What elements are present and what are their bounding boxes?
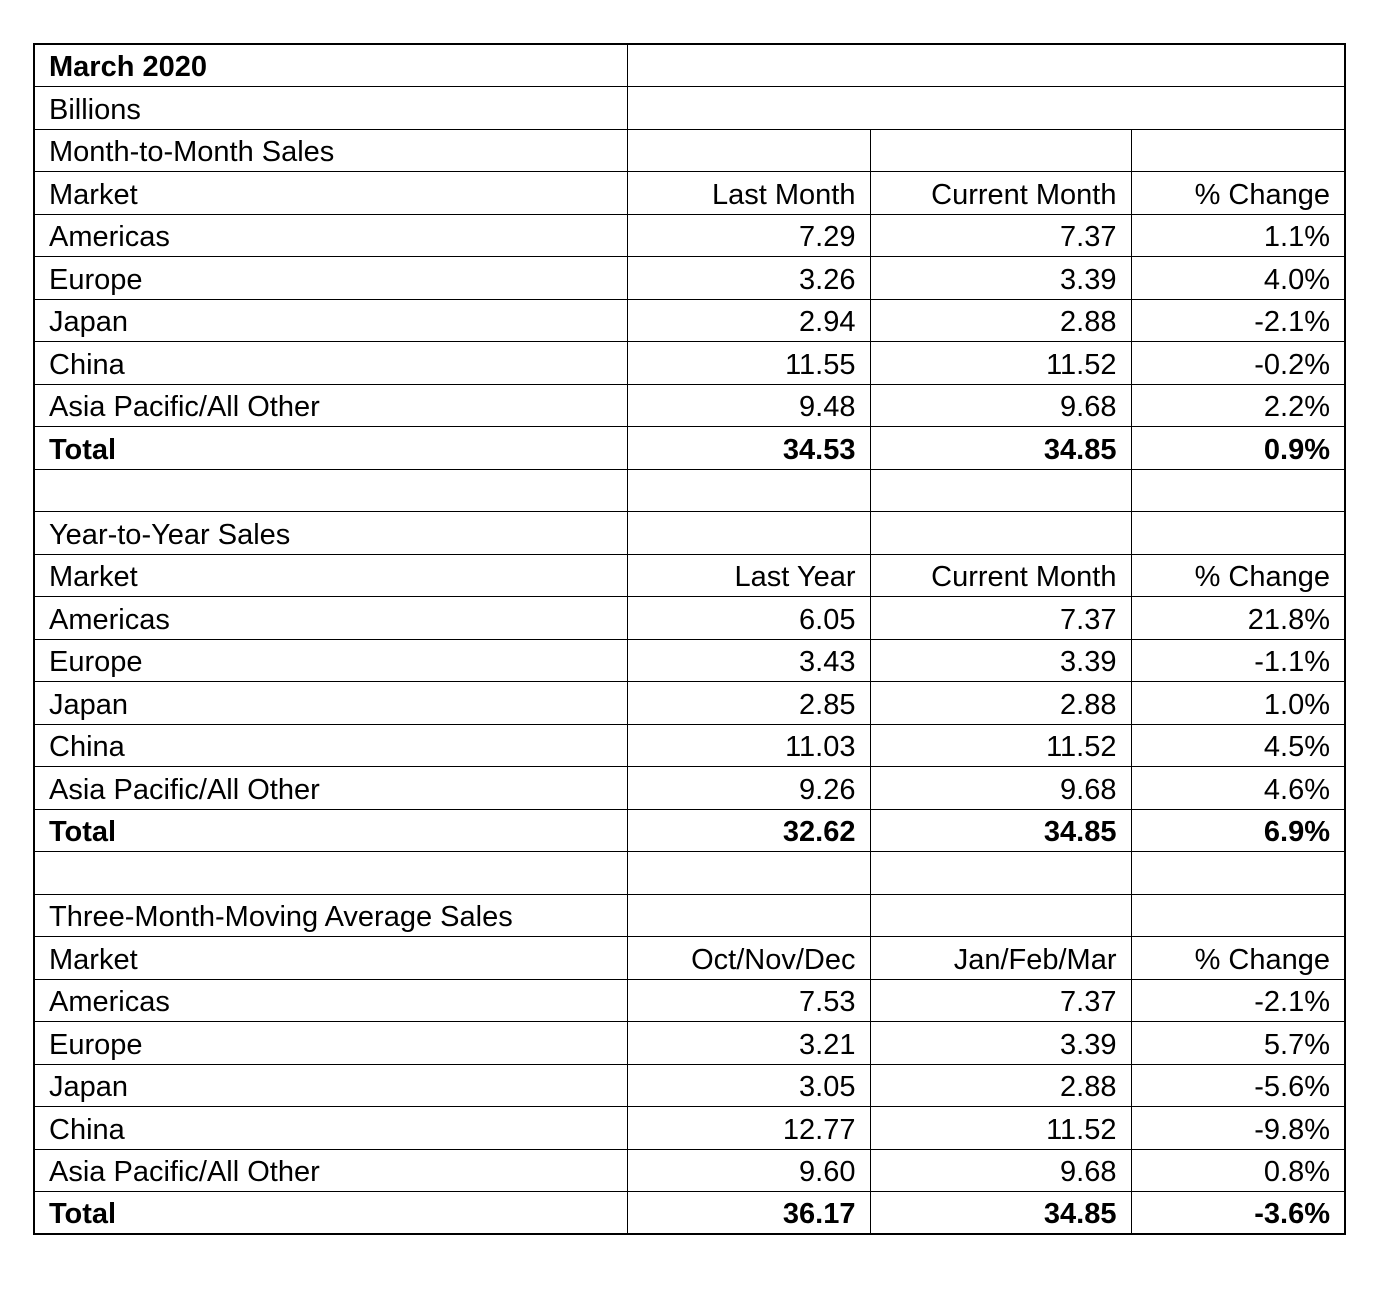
market-cell: Japan — [34, 1064, 627, 1107]
column-header: Last Year — [627, 554, 870, 597]
table-row — [34, 1149, 1345, 1192]
table-row — [34, 342, 1345, 385]
month-to-month-title-row — [34, 129, 1345, 172]
market-cell: Americas — [34, 214, 627, 257]
value-cell: 9.48 — [627, 384, 870, 427]
value-cell: 2.85 — [627, 682, 870, 725]
empty-cell — [627, 512, 870, 555]
section-title: Month-to-Month Sales — [34, 129, 627, 172]
table-row — [34, 767, 1345, 810]
empty-cell — [870, 129, 1131, 172]
total-row — [34, 427, 1345, 470]
empty-cell — [627, 469, 870, 512]
title-row — [34, 44, 1345, 87]
value-cell: 9.26 — [627, 767, 870, 810]
value-cell: -2.1% — [1131, 979, 1345, 1022]
column-header: Market — [34, 937, 627, 980]
total-value: -3.6% — [1131, 1192, 1345, 1235]
empty-cell — [870, 512, 1131, 555]
market-cell: Japan — [34, 682, 627, 725]
empty-cell — [627, 44, 1345, 87]
empty-cell — [870, 469, 1131, 512]
value-cell: 7.37 — [870, 979, 1131, 1022]
market-cell: China — [34, 342, 627, 385]
value-cell: 9.68 — [870, 767, 1131, 810]
table-row — [34, 979, 1345, 1022]
empty-cell — [1131, 852, 1345, 895]
empty-cell — [1131, 469, 1345, 512]
empty-cell — [1131, 894, 1345, 937]
value-cell: 4.6% — [1131, 767, 1345, 810]
value-cell: 21.8% — [1131, 597, 1345, 640]
table-row — [34, 1064, 1345, 1107]
empty-cell — [1131, 512, 1345, 555]
market-cell: Europe — [34, 1022, 627, 1065]
table-row — [34, 257, 1345, 300]
value-cell: 3.05 — [627, 1064, 870, 1107]
value-cell: 12.77 — [627, 1107, 870, 1150]
table-row — [34, 724, 1345, 767]
market-cell: China — [34, 1107, 627, 1150]
total-row — [34, 809, 1345, 852]
market-cell: Asia Pacific/All Other — [34, 767, 627, 810]
total-value: 34.85 — [870, 427, 1131, 470]
empty-cell — [870, 852, 1131, 895]
value-cell: -5.6% — [1131, 1064, 1345, 1107]
units-label: Billions — [34, 87, 627, 130]
column-header: Current Month — [870, 554, 1131, 597]
market-cell: Americas — [34, 979, 627, 1022]
market-cell: Europe — [34, 639, 627, 682]
empty-cell — [627, 87, 1345, 130]
spacer-row — [34, 469, 1345, 512]
value-cell: 0.8% — [1131, 1149, 1345, 1192]
value-cell: 11.52 — [870, 724, 1131, 767]
value-cell: 1.1% — [1131, 214, 1345, 257]
empty-cell — [627, 129, 870, 172]
units-row — [34, 87, 1345, 130]
value-cell: 1.0% — [1131, 682, 1345, 725]
empty-cell — [627, 852, 870, 895]
column-header: % Change — [1131, 172, 1345, 215]
value-cell: -2.1% — [1131, 299, 1345, 342]
sales-table — [33, 43, 1346, 1235]
market-cell: Asia Pacific/All Other — [34, 384, 627, 427]
empty-cell — [870, 894, 1131, 937]
value-cell: 7.37 — [870, 597, 1131, 640]
market-cell: Asia Pacific/All Other — [34, 1149, 627, 1192]
empty-cell — [34, 469, 627, 512]
value-cell: -0.2% — [1131, 342, 1345, 385]
total-value: 34.85 — [870, 1192, 1131, 1235]
value-cell: 7.37 — [870, 214, 1131, 257]
three-month-average-header-row — [34, 937, 1345, 980]
value-cell: 6.05 — [627, 597, 870, 640]
market-cell: Americas — [34, 597, 627, 640]
total-value: 6.9% — [1131, 809, 1345, 852]
empty-cell — [34, 852, 627, 895]
value-cell: 3.21 — [627, 1022, 870, 1065]
section-title: Year-to-Year Sales — [34, 512, 627, 555]
value-cell: -9.8% — [1131, 1107, 1345, 1150]
year-to-year-header-row — [34, 554, 1345, 597]
value-cell: 2.88 — [870, 299, 1131, 342]
column-header: % Change — [1131, 937, 1345, 980]
column-header: Last Month — [627, 172, 870, 215]
total-label: Total — [34, 809, 627, 852]
table-row — [34, 597, 1345, 640]
table-row — [34, 214, 1345, 257]
total-label: Total — [34, 427, 627, 470]
table-row — [34, 1107, 1345, 1150]
column-header: Current Month — [870, 172, 1131, 215]
column-header: % Change — [1131, 554, 1345, 597]
value-cell: 3.39 — [870, 1022, 1131, 1065]
value-cell: 5.7% — [1131, 1022, 1345, 1065]
total-value: 0.9% — [1131, 427, 1345, 470]
value-cell: 11.52 — [870, 1107, 1131, 1150]
table-row — [34, 639, 1345, 682]
column-header: Market — [34, 172, 627, 215]
value-cell: 3.26 — [627, 257, 870, 300]
value-cell: 3.39 — [870, 639, 1131, 682]
market-cell: China — [34, 724, 627, 767]
value-cell: 2.88 — [870, 682, 1131, 725]
total-value: 32.62 — [627, 809, 870, 852]
value-cell: 2.94 — [627, 299, 870, 342]
empty-cell — [627, 894, 870, 937]
column-header: Jan/Feb/Mar — [870, 937, 1131, 980]
value-cell: -1.1% — [1131, 639, 1345, 682]
spacer-row — [34, 852, 1345, 895]
report-title: March 2020 — [34, 44, 627, 87]
market-cell: Japan — [34, 299, 627, 342]
value-cell: 4.5% — [1131, 724, 1345, 767]
value-cell: 3.43 — [627, 639, 870, 682]
value-cell: 11.52 — [870, 342, 1131, 385]
value-cell: 11.03 — [627, 724, 870, 767]
total-label: Total — [34, 1192, 627, 1235]
three-month-average-title-row — [34, 894, 1345, 937]
year-to-year-title-row — [34, 512, 1345, 555]
value-cell: 2.88 — [870, 1064, 1131, 1107]
sales-table-body — [34, 44, 1345, 1234]
total-value: 34.53 — [627, 427, 870, 470]
column-header: Market — [34, 554, 627, 597]
table-row — [34, 682, 1345, 725]
value-cell: 9.60 — [627, 1149, 870, 1192]
value-cell: 4.0% — [1131, 257, 1345, 300]
value-cell: 7.29 — [627, 214, 870, 257]
column-header: Oct/Nov/Dec — [627, 937, 870, 980]
section-title: Three-Month-Moving Average Sales — [34, 894, 627, 937]
total-value: 36.17 — [627, 1192, 870, 1235]
value-cell: 2.2% — [1131, 384, 1345, 427]
month-to-month-header-row — [34, 172, 1345, 215]
table-row — [34, 1022, 1345, 1065]
table-row — [34, 384, 1345, 427]
total-value: 34.85 — [870, 809, 1131, 852]
total-row — [34, 1192, 1345, 1235]
empty-cell — [1131, 129, 1345, 172]
value-cell: 9.68 — [870, 384, 1131, 427]
value-cell: 11.55 — [627, 342, 870, 385]
value-cell: 9.68 — [870, 1149, 1131, 1192]
table-row — [34, 299, 1345, 342]
market-cell: Europe — [34, 257, 627, 300]
value-cell: 7.53 — [627, 979, 870, 1022]
value-cell: 3.39 — [870, 257, 1131, 300]
